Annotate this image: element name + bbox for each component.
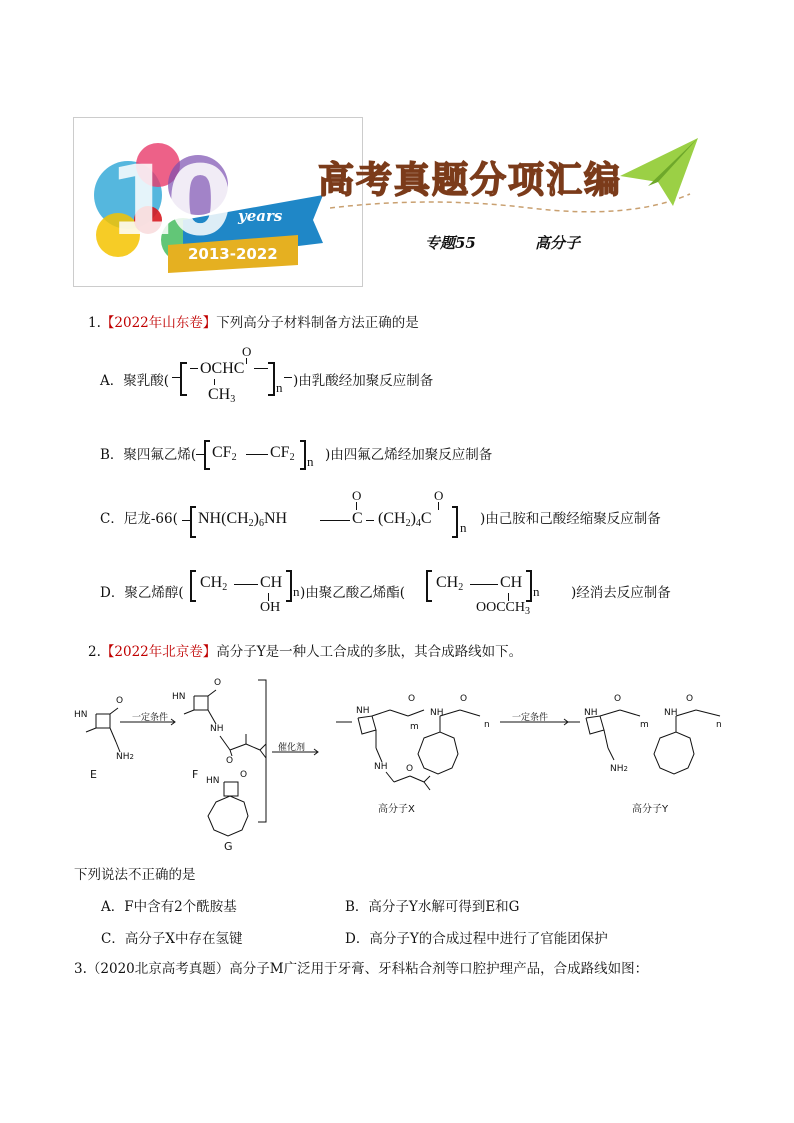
q1-stem-line <box>88 314 419 332</box>
Y-sub2: 2 <box>623 765 628 773</box>
q1-option-d-formula-pvac <box>426 566 576 622</box>
X-nh3: NH <box>374 762 388 772</box>
q1c-nh1: NH(CH <box>198 510 249 527</box>
q1-option-d-tail: )经消去反应制备 <box>571 585 671 601</box>
Y-n: n <box>716 720 722 730</box>
q1d2-sub2: 2 <box>458 582 464 593</box>
q1-number: 1. <box>88 315 101 331</box>
E-o: O <box>116 696 124 706</box>
q2-option-d: D．高分子Y的合成过程中进行了官能团保护 <box>345 931 608 947</box>
q1c-o1: O <box>352 488 362 503</box>
X-m: m <box>410 722 419 732</box>
F-nh: NH <box>210 724 224 734</box>
label-E: E <box>90 768 97 781</box>
q1c-paren: ) <box>253 510 259 527</box>
q1-option-d-label: D．聚乙烯醇( <box>100 585 184 601</box>
G-o: O <box>240 770 248 780</box>
q2-stem: 高分子Y是一种人工合成的多肽，其合成路线如下。 <box>216 644 523 660</box>
q1b-sub-a: 2 <box>231 452 237 463</box>
E-sub2: 2 <box>129 753 134 761</box>
q1d2-ooc: OOCCH <box>476 600 526 615</box>
Y-nh: NH <box>584 708 598 718</box>
q1d-ch: CH <box>260 574 283 591</box>
E-hn: HN <box>74 710 88 720</box>
q2-option-b: B．高分子Y水解可得到E和G <box>345 899 520 915</box>
logo-badge <box>88 125 328 275</box>
label-X: 高分子X <box>378 804 415 815</box>
q1d-sub2: 2 <box>222 582 228 593</box>
F-o2: O <box>226 756 234 766</box>
q1c-c2: C <box>420 510 432 527</box>
q3-number: 3. <box>74 961 87 977</box>
Y-o1: O <box>614 694 622 704</box>
topic-number: 专题55 <box>425 234 476 252</box>
X-n: n <box>484 720 490 730</box>
paper-plane-icon <box>618 136 700 208</box>
q1b-n: n <box>307 454 314 469</box>
q1d-ch2: CH <box>200 574 223 591</box>
catalyst: 催化剂 <box>278 743 306 753</box>
q1d2-ch2: CH <box>436 574 459 591</box>
q1c-paren2: ) <box>410 510 416 527</box>
q1-option-a-label: A．聚乳酸( <box>100 373 170 389</box>
topic-name: 高分子 <box>535 234 581 252</box>
Y-nh2-group: NH <box>610 764 624 774</box>
logo-range: 2013-2022 <box>188 245 278 263</box>
q1-stem: 下列高分子材料制备方法正确的是 <box>216 315 419 331</box>
X-o2: O <box>460 694 468 704</box>
E-nh: NH <box>116 752 130 762</box>
q1-option-d-mid: )由聚乙酸乙烯酯( <box>300 585 406 601</box>
q1-option-b-formula <box>196 438 336 472</box>
q2-number: 2. <box>88 644 101 660</box>
scheme-lines <box>60 672 740 852</box>
q3-stem: （2020北京高考真题）高分子M广泛用于牙膏、牙科粘合剂等口腔护理产品，合成路线如图： <box>86 961 649 977</box>
q1a-ch: CH <box>208 386 231 403</box>
Y-m: m <box>640 720 649 730</box>
q1-option-b-tail: )由四氟乙烯经加聚反应制备 <box>325 447 493 463</box>
q1c-sub2: 2 <box>248 518 254 529</box>
q1b-cf-b: CF <box>270 444 290 461</box>
q1c-n: n <box>460 520 467 535</box>
q1a-oxygen: O <box>242 344 252 359</box>
q1c-c1: C <box>352 510 363 527</box>
q1-option-d-formula-pva <box>190 566 310 620</box>
q2-option-c: C．高分子X中存在氢键 <box>101 931 243 947</box>
X-o3: O <box>406 764 414 774</box>
q2-stem-line <box>88 643 522 661</box>
q1b-sub-b: 2 <box>289 452 295 463</box>
q2-option-a: A．F中含有2个酰胺基 <box>101 899 237 915</box>
q1-option-c-tail: )由己胺和己酸经缩聚反应制备 <box>480 511 661 527</box>
q1-option-c-formula <box>180 488 490 538</box>
label-Y: 高分子Y <box>632 804 669 815</box>
q1-option-c-label: C．尼龙-66( <box>100 511 178 527</box>
q1c-sub4: 4 <box>415 518 421 529</box>
logo-years: years <box>238 207 283 225</box>
q1c-sub6: 6 <box>259 518 264 529</box>
X-nh: NH <box>356 706 370 716</box>
q1a-n: n <box>276 380 283 395</box>
q1d2-n: n <box>533 584 540 599</box>
q2-prompt: 下列说法不正确的是 <box>74 867 196 883</box>
q2-reaction-scheme <box>60 672 740 852</box>
F-hn: HN <box>172 692 186 702</box>
q1c-o2: O <box>434 488 444 503</box>
X-nh2: NH <box>430 708 444 718</box>
q1c-sub2b: 2 <box>405 518 411 529</box>
q3-stem-line <box>74 960 648 978</box>
q1a-3: 3 <box>230 394 236 405</box>
q1d-n: n <box>293 584 300 599</box>
q1a-main: OCHC <box>200 360 245 377</box>
F-o: O <box>214 678 222 688</box>
q1d-oh: OH <box>260 600 281 615</box>
q1-option-b-label: B．聚四氟乙烯( <box>100 447 197 463</box>
G-hn: HN <box>206 776 220 786</box>
banner-title: 高考真题分项汇编 <box>318 159 623 201</box>
q1-option-a-tail: )由乳酸经加聚反应制备 <box>293 373 434 389</box>
q1c-nh2: NH <box>264 510 288 527</box>
q1-option-a-formula <box>168 344 298 414</box>
label-F: F <box>192 768 199 781</box>
q1d2-ch: CH <box>500 574 523 591</box>
q1c-ch2: (CH <box>378 510 406 527</box>
cond-2: 一定条件 <box>512 713 549 723</box>
X-o1: O <box>408 694 416 704</box>
q1b-cf-a: CF <box>212 444 232 461</box>
label-G: G <box>224 840 233 853</box>
cond-1: 一定条件 <box>132 713 169 723</box>
Y-nh2: NH <box>664 708 678 718</box>
logo-number: 10 <box>108 145 226 257</box>
q2-source: 【2022年北京卷】 <box>100 644 217 660</box>
q1d2-sub3: 3 <box>525 606 531 617</box>
q1-source: 【2022年山东卷】 <box>100 315 217 331</box>
Y-o2: O <box>686 694 694 704</box>
